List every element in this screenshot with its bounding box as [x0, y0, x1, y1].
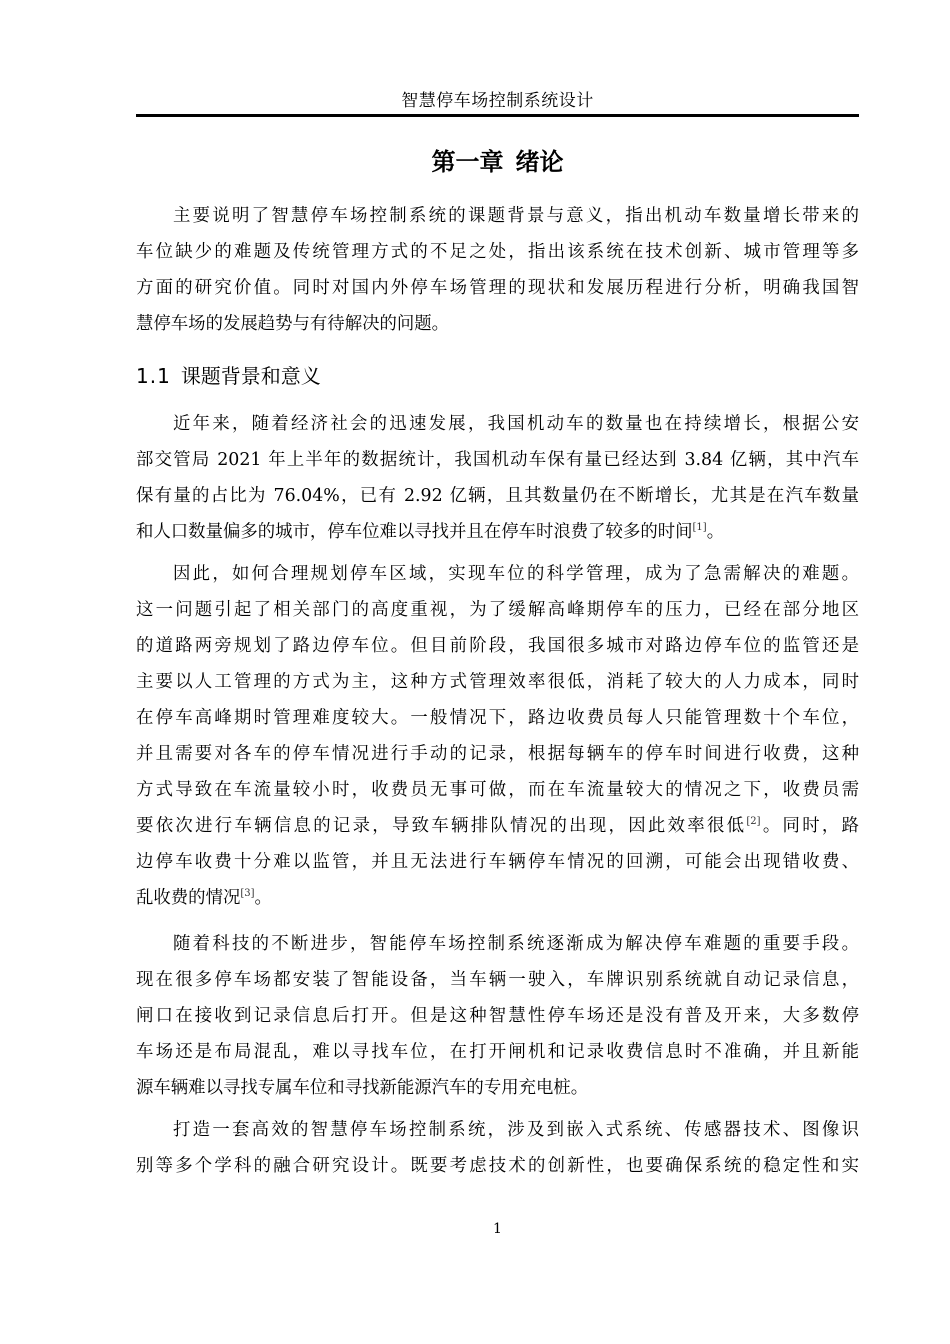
- body-line: 车场还是布局混乱，难以寻找车位，在打开闸机和记录收费信息时不准确，并且新能: [136, 1042, 859, 1062]
- chapter-name: 绪论: [515, 148, 564, 176]
- body-text: 。: [706, 522, 725, 542]
- body-line-with-citation: [136, 808, 859, 844]
- body-paragraph-1: [136, 406, 859, 550]
- body-line: 的道路两旁规划了路边停车位。但目前阶段，我国很多城市对路边停车位的监管还是: [136, 636, 859, 656]
- intro-line: 慧停车场的发展趋势与有待解决的问题。: [136, 314, 450, 334]
- body-line: 源车辆难以寻找专属车位和寻找新能源汽车的专用充电桩。: [136, 1078, 589, 1098]
- section-heading: [136, 362, 321, 390]
- intro-line: 方面的研究价值。同时对国内外停车场管理的现状和发展历程进行分析，明确我国智: [136, 278, 859, 298]
- citation-ref: [3]: [240, 888, 255, 900]
- intro-line: 主要说明了智慧停车场控制系统的课题背景与意义，指出机动车数量增长带来的: [173, 206, 859, 226]
- body-text: 。同时，路: [760, 816, 859, 836]
- section-number: 1.1: [136, 364, 171, 388]
- body-paragraph-3: [136, 926, 859, 1106]
- body-text: 要依次进行车辆信息的记录，导致车辆排队情况的出现，因此效率很低: [136, 816, 747, 836]
- body-text: 。: [254, 888, 272, 908]
- page-number: 1: [493, 1221, 502, 1237]
- body-line: 保有量的占比为 76.04%，已有 2.92 亿辆，且其数量仍在不断增长，尤其是在汽车数量: [136, 486, 859, 506]
- body-line: 现在很多停车场都安装了智能设备，当车辆一驶入，车牌识别系统就自动记录信息，: [136, 970, 859, 990]
- header-rule: [136, 114, 859, 117]
- body-line: 打造一套高效的智慧停车场控制系统，涉及到嵌入式系统、传感器技术、图像识: [173, 1120, 859, 1140]
- section-title-text: 课题背景和意义: [180, 364, 321, 388]
- intro-line: 车位缺少的难题及传统管理方式的不足之处，指出该系统在技术创新、城市管理等多: [136, 242, 859, 262]
- chapter-title: [136, 146, 859, 178]
- body-line: 这一问题引起了相关部门的高度重视，为了缓解高峰期停车的压力，已经在部分地区: [136, 600, 859, 620]
- body-line: 闸口在接收到记录信息后打开。但是这种智慧性停车场还是没有普及开来，大多数停: [136, 1006, 859, 1026]
- body-line: 并且需要对各车的停车情况进行手动的记录，根据每辆车的停车时间进行收费，这种: [136, 744, 859, 764]
- running-header: 智慧停车场控制系统设计: [401, 91, 594, 111]
- body-line: 别等多个学科的融合研究设计。既要考虑技术的创新性，也要确保系统的稳定性和实: [136, 1156, 859, 1176]
- body-line-with-citation: [136, 514, 859, 550]
- body-line-with-citation: [136, 880, 859, 916]
- citation-ref: [1]: [692, 522, 707, 534]
- body-line: 方式导致在车流量较小时，收费员无事可做，而在车流量较大的情况之下，收费员需: [136, 780, 859, 800]
- intro-paragraph: [136, 198, 859, 342]
- body-line: 主要以人工管理的方式为主，这种方式管理效率很低，消耗了较大的人力成本，同时: [136, 672, 859, 692]
- body-paragraph-2: [136, 556, 859, 916]
- body-line: 随着科技的不断进步，智能停车场控制系统逐渐成为解决停车难题的重要手段。: [173, 934, 859, 954]
- body-paragraph-4: [136, 1112, 859, 1184]
- body-text: 和人口数量偏多的城市，停车位难以寻找并且在停车时浪费了较多的时间: [136, 522, 693, 542]
- chapter-label: 第一章: [431, 148, 504, 176]
- body-line: 部交管局 2021 年上半年的数据统计，我国机动车保有量已经达到 3.84 亿辆，其中汽车: [136, 450, 859, 470]
- citation-ref: [2]: [746, 816, 761, 828]
- body-text: 乱收费的情况: [136, 888, 241, 908]
- body-line: 因此，如何合理规划停车区域，实现车位的科学管理，成为了急需解决的难题。: [173, 564, 859, 584]
- body-line: 边停车收费十分难以监管，并且无法进行车辆停车情况的回溯，可能会出现错收费、: [136, 852, 859, 872]
- body-line: 在停车高峰期时管理难度较大。一般情况下，路边收费员每人只能管理数十个车位，: [136, 708, 859, 728]
- body-line: 近年来，随着经济社会的迅速发展，我国机动车的数量也在持续增长，根据公安: [173, 414, 859, 434]
